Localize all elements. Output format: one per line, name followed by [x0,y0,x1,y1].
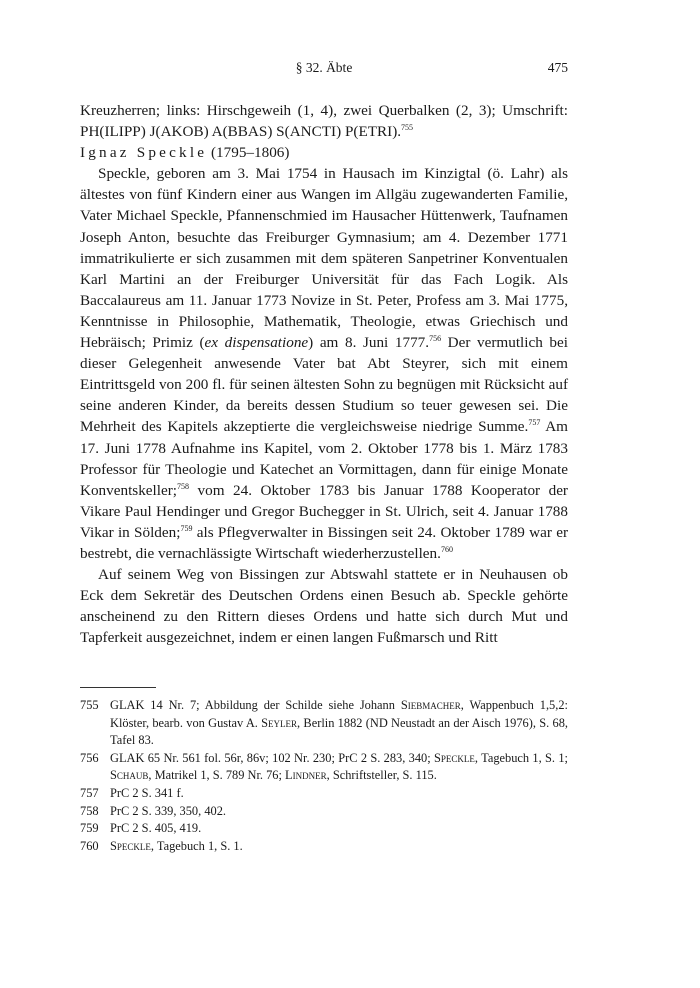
footnote: 755 GLAK 14 Nr. 7; Abbildung der Schilde siehe Johann Siebmacher, Wappenbuch 1,5,2: Klöster, bearb. von Gustav A. Seyler, Berlin 1882 (ND Neustadt an der Aisch 1976), S. 68, Tafel 83. [80,698,568,748]
footnote-ref[interactable]: 756 [429,333,442,343]
footnote-divider [80,687,156,688]
footnote: 760 Speckle, Tagebuch 1, S. 1. [80,838,568,856]
footnote: 758 PrC 2 S. 339, 350, 402. [80,803,568,821]
footnote-number: 758 [80,803,99,818]
page-number: 475 [547,60,568,75]
footnote-ref[interactable]: 757 [528,418,541,428]
running-title: § 32. Äbte [295,60,353,75]
running-head [80,60,568,80]
latin-phrase: ex dispensatione [204,334,309,352]
body-text [80,100,568,648]
footnote-ref[interactable]: 758 [177,481,190,491]
footnote-ref[interactable]: 759 [180,523,193,533]
footnote-number: 757 [80,785,99,800]
footnotes [80,697,568,855]
footnote: 757 PrC 2 S. 341 f. [80,785,568,803]
abbot-name: Ignaz Speckle [80,144,208,162]
footnote: 759 PrC 2 S. 405, 419. [80,820,568,838]
biography-paragraph-1: Speckle, geboren am 3. Mai 1754 in Hausach im Kinzigtal (ö. Lahr) als ältestes von fünf Kindern einer aus Wangen im Allgäu zugewanderten Familie, Vater Michael Speckle, Pfannenschmied im Hausacher Hüttenwerk, Taufnamen Joseph Anton, besuchte das Freiburger Gymnasium; am 4. Dezember 1771 immatrikulierte er sich zusammen mit dem späteren Sanpetriner Konventualen Karl Martini an der Freiburger Universität für das Fach Logik. Als Baccalaureus am 11. Januar 1773 Novize in St. Peter, Profess am 3. Mai 1775, Kenntnisse in Philosophie, Mathematik, Theologie, etwas Griechisch und Hebräisch; Primiz (ex dispensatione) am 8. Juni 1777.$^{756}$ Der vermutlich bei dieser Gelegenheit anwesende Vater bat Abt Steyrer, sich mit einem Eintrittsgeld von 200 fl. für seinen ältesten Sohn zu begnügen mit Rücksicht auf seine anderen Kinder, da bereits dessen Studium so teuer gewesen sei. Die Mehrheit des Kapitels akzeptierte die vergleichsweise niedrige Summe.$^{757}$ Am 17. Juni 1778 Aufnahme ins Kapitel, vom 2. Oktober 1778 bis 1. März 1783 Professor für Theologie und Katechet an Vormittagen, dann für einige Monate Konventskeller;$^{758}$ vom 24. Oktober 1783 bis Januar 1788 Kooperator der Vikare Paul Hendinger und Gregor Buchegger in St. Ulrich, seit 4. Januar 1788 Vikar in Sölden;$^{759}$ als Pflegverwalter in Bissingen seit 24. Oktober 1789 war er bestrebt, die vernachlässigte Wirtschaft wiederherzustellen.$^{760}$ [80,165,569,562]
footnote-number: 756 [80,750,99,765]
footnote: 756 GLAK 65 Nr. 561 fol. 56r, 86v; 102 Nr. 230; PrC 2 S. 283, 340; Speckle, Tagebuch 1, S. 1; Schaub, Matrikel 1, S. 789 Nr. 76; Lindner, Schriftsteller, S. 115. [80,750,568,783]
abbot-years: (1795–1806) [211,144,290,162]
footnote-number: 755 [80,698,99,712]
footnote-number: 760 [80,838,99,853]
biography-paragraph-2: Auf seinem Weg von Bissingen zur Abtswahl stattete er in Neuhausen ob Eck dem Sekretär des Deutschen Ordens einen Besuch ab. Speckle gehörte anscheinend zu den Rittern dieses Ordens und hatte sich durch Mut und Tapferkeit ausgezeichnet, indem er einen langen Fußmarsch und Ritt [80,566,568,647]
footnote-number: 759 [80,821,99,836]
intro-paragraph: Kreuzherren; links: Hirschgeweih (1, 4), zwei Querbalken (2, 3); Umschrift: PH(ILIPP) J(AKOB) A(BBAS) S(ANCTI) P(ETRI).$^{755}$ [80,102,568,141]
footnote-ref[interactable]: 755 [401,123,414,133]
section-heading [80,142,568,163]
footnote-ref[interactable]: 760 [440,544,453,554]
